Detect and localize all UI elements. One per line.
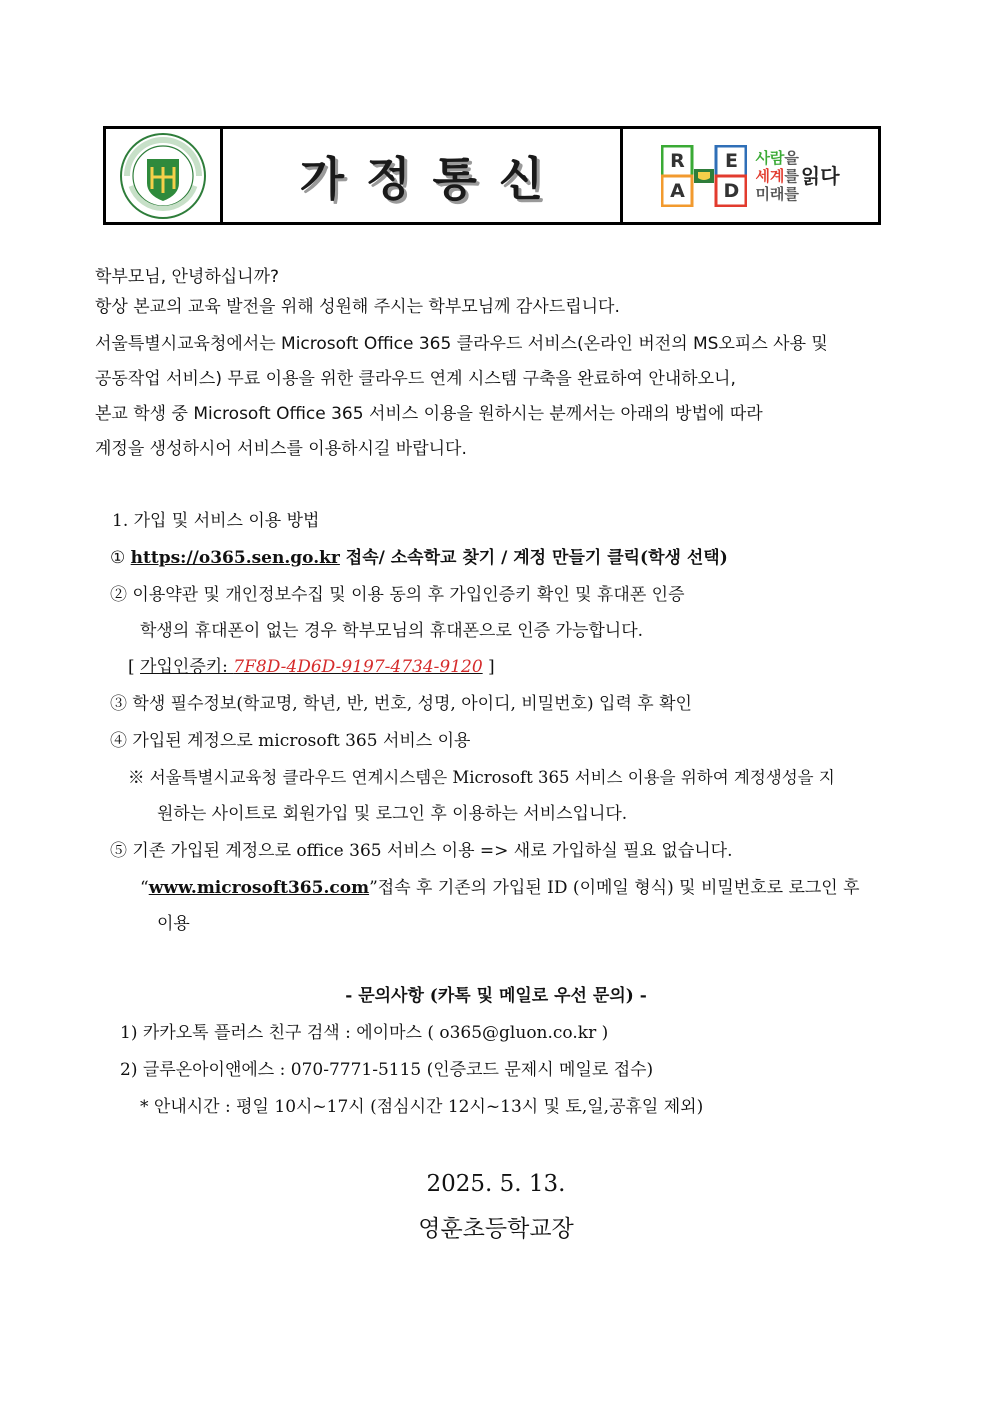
signup-key-value: 7F8D-4D6D-9197-4734-9120 [233,657,483,677]
slogan-verb: 읽다 [800,163,840,188]
note-line: ※ 서울특별시교육청 클라우드 연계시스템은 Microsoft 365 서비스 이용을 위하여 계정생성을 지 [128,768,835,787]
slogan-world: 세계 [755,166,785,185]
title-cell [223,129,623,222]
step-number: ④ [110,731,127,751]
o365-signup-link[interactable]: https://o365.sen.go.kr [130,548,340,568]
read-letter-r: R [664,148,690,174]
step-1: ① https://o365.sen.go.kr 접속/ 소속학교 찾기 / 계정 만들기 클릭(학생 선택) [110,548,728,568]
read-logo-cell [623,129,878,222]
step-number: ① [110,548,126,568]
step-number: ② [110,585,127,605]
contact-hours: * 안내시간 : 평일 10시~17시 (점심시간 12시~13시 및 토,일,공휴일 제외) [140,1097,704,1117]
read-slogan: 사람 을 세계 를 읽다 미래를 [755,148,840,203]
school-emblem-icon [113,131,213,221]
intro-line: 항상 본교의 교육 발전을 위해 성원해 주시는 학부모님께 감사드립니다. [95,297,620,317]
contact-phone: 2) 글루온아이앤에스 : 070-7771-5115 (인증코드 문제시 메일로 접수) [120,1060,654,1080]
read-letter-grid [661,145,747,207]
contact-heading: - 문의사항 (카톡 및 메일로 우선 문의) - [345,986,647,1006]
contact-kakao: 1) 카카오톡 플러스 친구 검색 : 에이마스 ( o365@gluon.co.kr ) [120,1023,609,1043]
step-number: ⑤ [110,841,127,861]
page-title: 가정통신 [299,151,566,206]
school-logo-cell [106,129,223,222]
step-4: ④ 가입된 계정으로 microsoft 365 서비스 이용 [110,731,471,751]
intro-line: 공동작업 서비스) 무료 이용을 위한 클라우드 연계 시스템 구축을 완료하여 안내하오니, [95,369,736,389]
read-letter-d: D [718,178,744,204]
principal-signature: 영훈초등학교장 [418,1216,574,1242]
intro-line: 본교 학생 중 Microsoft Office 365 서비스 이용을 원하시는 분께서는 아래의 방법에 따라 [95,404,763,424]
read-letter-a: A [664,178,690,204]
intro-line: 계정을 생성하시어 서비스를 이용하시길 바랍니다. [95,439,467,459]
intro-line: 서울특별시교육청에서는 Microsoft Office 365 클라우드 서비스(온라인 버전의 MS오피스 사용 및 [95,334,828,354]
signup-key-label: 가입인증키: 7F8D-4D6D-9197-4734-9120 [140,657,483,677]
step-5-tail: 이용 [157,914,190,934]
greeting: 학부모님, 안녕하십니까? [95,267,280,287]
step-3: ③ 학생 필수정보(학교명, 학년, 반, 번호, 성명, 아이디, 비밀번호) 입력 후 확인 [110,694,692,714]
newsletter-header [103,126,881,225]
note-line: 원하는 사이트로 회원가입 및 로그인 후 이용하는 서비스입니다. [157,804,628,824]
issue-date: 2025. 5. 13. [426,1171,566,1197]
step-5-detail: “www.microsoft365.com”접속 후 기존의 가입된 ID (이메일 형식) 및 비밀번호로 로그인 후 [140,878,860,898]
step-2: ② 이용약관 및 개인정보수집 및 이용 동의 후 가입인증키 확인 및 휴대폰 인증 [110,585,685,605]
read-logo [661,145,839,207]
microsoft365-link[interactable]: www.microsoft365.com [148,878,370,898]
slogan-future: 미래를 [755,184,799,203]
signup-key-line: [ 가입인증키: 7F8D-4D6D-9197-4734-9120 ] [128,657,495,677]
step-5: ⑤ 기존 가입된 계정으로 office 365 서비스 이용 => 새로 가입하실 필요 없습니다. [110,841,733,861]
slogan-people: 사람 [755,148,785,167]
step-number: ③ [110,694,127,714]
section-heading: 1. 가입 및 서비스 이용 방법 [112,511,320,531]
read-letter-e: E [718,148,744,174]
step-2-note: 학생의 휴대폰이 없는 경우 학부모님의 휴대폰으로 인증 가능합니다. [140,621,644,641]
